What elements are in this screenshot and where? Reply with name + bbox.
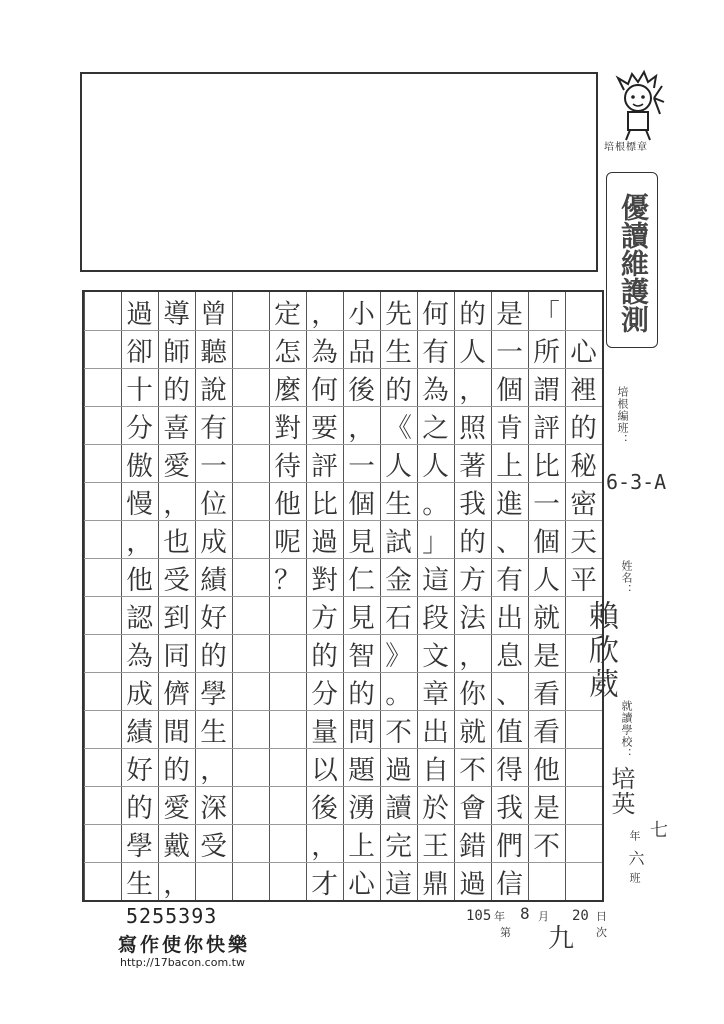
essay-char: ，	[200, 754, 227, 786]
grid-row-line	[232, 786, 269, 787]
essay-char: ，	[126, 526, 153, 558]
essay-char: 愛	[163, 792, 190, 824]
essay-column	[121, 292, 158, 900]
grid-row-line	[84, 786, 121, 787]
essay-char: 喜	[163, 412, 190, 444]
essay-char: 這	[385, 868, 412, 900]
essay-char: 怎	[274, 336, 301, 368]
essay-char: 密	[570, 488, 597, 520]
essay-char: 文	[422, 640, 449, 672]
essay-char: 生	[385, 336, 412, 368]
essay-char: 麼	[274, 374, 301, 406]
essay-char: 得	[496, 754, 523, 786]
school-label: 就讀學校：	[620, 700, 633, 760]
essay-char: 一	[533, 488, 560, 520]
essay-char: 的	[200, 640, 227, 672]
essay-char: 天	[570, 526, 597, 558]
essay-char: 秘	[570, 450, 597, 482]
essay-char: 《	[385, 412, 412, 444]
essay-char: 待	[274, 450, 301, 482]
grid-row-line	[84, 862, 121, 863]
essay-char: 方	[459, 564, 486, 596]
grid-row-line	[269, 634, 306, 635]
grid-row-line	[84, 406, 121, 407]
essay-char: 成	[126, 678, 153, 710]
essay-char: 分	[311, 678, 338, 710]
grid-row-line	[232, 710, 269, 711]
essay-char: 戴	[163, 830, 190, 862]
essay-char: 段	[422, 602, 449, 634]
essay-char: 就	[459, 716, 486, 748]
essay-char: ，	[459, 374, 486, 406]
essay-char: 鼎	[422, 868, 449, 900]
essay-column	[195, 292, 232, 900]
essay-char: 息	[496, 640, 523, 672]
essay-char: 愛	[163, 450, 190, 482]
essay-char: 平	[570, 564, 597, 596]
essay-char: 見	[348, 526, 375, 558]
essay-char: 認	[126, 602, 153, 634]
essay-char: 小	[348, 298, 375, 330]
essay-char: 仁	[348, 564, 375, 596]
grid-row-line	[232, 862, 269, 863]
essay-char: 我	[459, 488, 486, 520]
essay-char: 績	[126, 716, 153, 748]
essay-char: 生	[385, 488, 412, 520]
grid-row-line	[232, 558, 269, 559]
grid-row-line	[232, 368, 269, 369]
grid-row-line	[565, 824, 602, 825]
essay-char: 個	[533, 526, 560, 558]
grid-row-line	[232, 634, 269, 635]
essay-char: 好	[200, 602, 227, 634]
essay-char: 位	[200, 488, 227, 520]
essay-char: 題	[348, 754, 375, 786]
grid-row-line	[269, 786, 306, 787]
essay-char: 他	[126, 564, 153, 596]
grid-row-line	[84, 482, 121, 483]
essay-char: 後	[348, 374, 375, 406]
essay-char: 一	[496, 336, 523, 368]
grid-row-line	[565, 710, 602, 711]
essay-char: 生	[200, 716, 227, 748]
essay-char: 間	[163, 716, 190, 748]
essay-char: 方	[311, 602, 338, 634]
essay-char: 曾	[200, 298, 227, 330]
grid-row-line	[565, 672, 602, 673]
essay-char: 進	[496, 488, 523, 520]
essay-char: 是	[533, 640, 560, 672]
date-day-unit: 日	[596, 910, 607, 923]
essay-char: 說	[200, 374, 227, 406]
essay-char: 比	[533, 450, 560, 482]
grid-row-line	[84, 444, 121, 445]
essay-char: 對	[311, 564, 338, 596]
grid-row-line	[84, 748, 121, 749]
website-url: http://17bacon.com.tw	[120, 956, 245, 969]
essay-char: ，	[348, 412, 375, 444]
essay-char: 評	[533, 412, 560, 444]
essay-char: 個	[348, 488, 375, 520]
grid-row-line	[232, 520, 269, 521]
mascot-label: 培根標章	[604, 142, 648, 153]
grid-row-line	[269, 862, 306, 863]
essay-char: 之	[422, 412, 449, 444]
grid-row-line	[84, 520, 121, 521]
grid-row-line	[84, 634, 121, 635]
essay-column	[158, 292, 195, 900]
name-value: 賴欣葳	[583, 600, 618, 702]
essay-char: 師	[163, 336, 190, 368]
essay-char: 金	[385, 564, 412, 596]
essay-char: 人	[533, 564, 560, 596]
essay-char: 的	[348, 678, 375, 710]
essay-char: ？	[274, 564, 301, 596]
grid-row-line	[232, 406, 269, 407]
name-label: 姓名：	[620, 560, 633, 596]
grid-row-line	[84, 368, 121, 369]
essay-char: 為	[126, 640, 153, 672]
essay-char: 看	[533, 678, 560, 710]
essay-char: 分	[126, 412, 153, 444]
essay-char: 們	[496, 830, 523, 862]
essay-char: 何	[422, 298, 449, 330]
essay-char: 何	[311, 374, 338, 406]
essay-char: 績	[200, 564, 227, 596]
grid-row-line	[269, 824, 306, 825]
grid-row-line	[232, 672, 269, 673]
essay-char: 同	[163, 640, 190, 672]
essay-char: 是	[533, 792, 560, 824]
essay-char: 學	[200, 678, 227, 710]
essay-char: 以	[311, 754, 338, 786]
essay-char: 學	[126, 830, 153, 862]
essay-char: 不	[459, 754, 486, 786]
essay-char: 導	[163, 298, 190, 330]
essay-char: 到	[163, 602, 190, 634]
essay-char: 他	[274, 488, 301, 520]
date-month-unit: 月	[538, 910, 549, 923]
essay-char: 我	[496, 792, 523, 824]
essay-char: 值	[496, 716, 523, 748]
essay-char: 著	[459, 450, 486, 482]
issue-unit: 次	[596, 926, 607, 939]
essay-char: 受	[200, 830, 227, 862]
grade-unit: 年	[628, 830, 641, 842]
essay-char: 的	[385, 374, 412, 406]
essay-char: 聽	[200, 336, 227, 368]
essay-char: 人	[459, 336, 486, 368]
essay-char: 謂	[533, 374, 560, 406]
essay-column	[528, 292, 565, 900]
essay-char: 王	[422, 830, 449, 862]
essay-char: 信	[496, 868, 523, 900]
grid-row-line	[84, 710, 121, 711]
essay-char: ，	[163, 488, 190, 520]
essay-char: 章	[422, 678, 449, 710]
essay-char: 「	[533, 298, 560, 330]
grid-row-line	[84, 672, 121, 673]
essay-char: 深	[200, 792, 227, 824]
essay-char: 不	[533, 830, 560, 862]
essay-char: 過	[126, 298, 153, 330]
essay-char: 他	[533, 754, 560, 786]
essay-char: 你	[459, 678, 486, 710]
essay-column	[565, 292, 602, 900]
essay-char: 裡	[570, 374, 597, 406]
essay-char: 過	[385, 754, 412, 786]
essay-char: 呢	[274, 526, 301, 558]
class-label: 培根編班：	[616, 386, 629, 446]
grid-row-line	[84, 330, 121, 331]
essay-char: 有	[496, 564, 523, 596]
grid-row-line	[84, 824, 121, 825]
grid-row-line	[84, 558, 121, 559]
essay-column	[417, 292, 454, 900]
essay-grid	[82, 290, 604, 902]
grid-row-line	[232, 596, 269, 597]
essay-char: ，	[459, 640, 486, 672]
essay-char: 為	[422, 374, 449, 406]
essay-column	[269, 292, 306, 900]
essay-char: ，	[163, 868, 190, 900]
school-value: 培英	[607, 766, 635, 816]
essay-char: 儕	[163, 678, 190, 710]
essay-char: 出	[422, 716, 449, 748]
grid-row-line	[232, 748, 269, 749]
essay-char: 心	[348, 868, 375, 900]
essay-char: 問	[348, 716, 375, 748]
essay-char: 這	[422, 564, 449, 596]
essay-char: 所	[533, 336, 560, 368]
class-value: 6-3-A	[606, 470, 667, 494]
essay-char: 錯	[459, 830, 486, 862]
issue-prefix: 第	[500, 926, 511, 939]
comment-box	[80, 72, 598, 272]
grid-row-line	[232, 824, 269, 825]
grid-row-line	[84, 596, 121, 597]
essay-column	[232, 292, 269, 900]
essay-char: 受	[163, 564, 190, 596]
date-day: 20	[572, 908, 589, 924]
essay-char: 一	[348, 450, 375, 482]
grid-row-line	[232, 444, 269, 445]
essay-char: 的	[163, 374, 190, 406]
essay-char: 不	[385, 716, 412, 748]
essay-char: 》	[385, 640, 412, 672]
essay-char: 一	[200, 450, 227, 482]
side-title: 優讀維護測	[606, 172, 658, 348]
grid-row-line	[269, 748, 306, 749]
essay-char: 上	[348, 830, 375, 862]
essay-char: 生	[126, 868, 153, 900]
essay-char: 的	[459, 298, 486, 330]
essay-char: 品	[348, 336, 375, 368]
essay-char: 人	[422, 450, 449, 482]
essay-char: 智	[348, 640, 375, 672]
essay-char: 個	[496, 374, 523, 406]
essay-char: 。	[385, 678, 412, 710]
brand-slogan: 寫作使你快樂	[118, 934, 251, 956]
date-year-unit: 年	[494, 910, 505, 923]
essay-char: 比	[311, 488, 338, 520]
essay-char: 對	[274, 412, 301, 444]
essay-char: 卻	[126, 336, 153, 368]
essay-char: 成	[200, 526, 227, 558]
essay-char: 慢	[126, 488, 153, 520]
essay-char: 肯	[496, 412, 523, 444]
issue-value: 九	[548, 924, 575, 954]
essay-char: 湧	[348, 792, 375, 824]
grid-row-line	[232, 330, 269, 331]
essay-char: 的	[126, 792, 153, 824]
mascot-stamp-icon	[610, 68, 670, 144]
essay-char: 法	[459, 602, 486, 634]
essay-char	[565, 292, 602, 330]
essay-char: 看	[533, 716, 560, 748]
essay-char: 量	[311, 716, 338, 748]
essay-char: 出	[496, 602, 523, 634]
essay-char: 要	[311, 412, 338, 444]
essay-char: 心	[570, 336, 597, 368]
essay-char: 先	[385, 298, 412, 330]
essay-char: 有	[422, 336, 449, 368]
grid-row-line	[269, 710, 306, 711]
essay-char: 有	[200, 412, 227, 444]
date-year: 105	[466, 908, 492, 924]
essay-column	[343, 292, 380, 900]
essay-char: 上	[496, 450, 523, 482]
essay-char: 見	[348, 602, 375, 634]
essay-char: 的	[459, 526, 486, 558]
student-code: 5255393	[126, 904, 218, 928]
essay-char: 傲	[126, 450, 153, 482]
section-value: 七	[647, 820, 668, 839]
essay-char: 讀	[385, 792, 412, 824]
essay-char: 」	[422, 526, 449, 558]
grade-value: 六	[626, 850, 645, 867]
essay-char: 石	[385, 602, 412, 634]
essay-char: 就	[533, 602, 560, 634]
essay-char: 的	[570, 412, 597, 444]
essay-char: 照	[459, 412, 486, 444]
essay-char: 過	[459, 868, 486, 900]
essay-char: 過	[311, 526, 338, 558]
grid-row-line	[565, 786, 602, 787]
grid-row-line	[565, 748, 602, 749]
essay-char: 才	[311, 868, 338, 900]
essay-column	[380, 292, 417, 900]
essay-char: 試	[385, 526, 412, 558]
essay-column	[84, 292, 121, 900]
essay-char: 於	[422, 792, 449, 824]
essay-char: 自	[422, 754, 449, 786]
essay-char: 會	[459, 792, 486, 824]
essay-column	[491, 292, 528, 900]
essay-char: 評	[311, 450, 338, 482]
section-unit: 班	[628, 872, 641, 884]
grid-row-line	[232, 482, 269, 483]
essay-char: 十	[126, 374, 153, 406]
essay-char: ，	[311, 298, 338, 330]
essay-char: 、	[496, 678, 523, 710]
date-month: 8	[520, 904, 530, 923]
essay-char: ，	[311, 830, 338, 862]
essay-char: 的	[163, 754, 190, 786]
essay-char: 人	[385, 450, 412, 482]
essay-char: 是	[496, 298, 523, 330]
essay-char	[565, 596, 602, 634]
essay-char: 、	[496, 526, 523, 558]
essay-char: 為	[311, 336, 338, 368]
essay-char: 也	[163, 526, 190, 558]
essay-char: 完	[385, 830, 412, 862]
essay-char: 後	[311, 792, 338, 824]
essay-char: 的	[311, 640, 338, 672]
essay-column	[454, 292, 491, 900]
essay-char: 定	[274, 298, 301, 330]
essay-char: 好	[126, 754, 153, 786]
essay-column	[306, 292, 343, 900]
grid-row-line	[565, 862, 602, 863]
grid-row-line	[269, 672, 306, 673]
essay-char: 。	[422, 488, 449, 520]
